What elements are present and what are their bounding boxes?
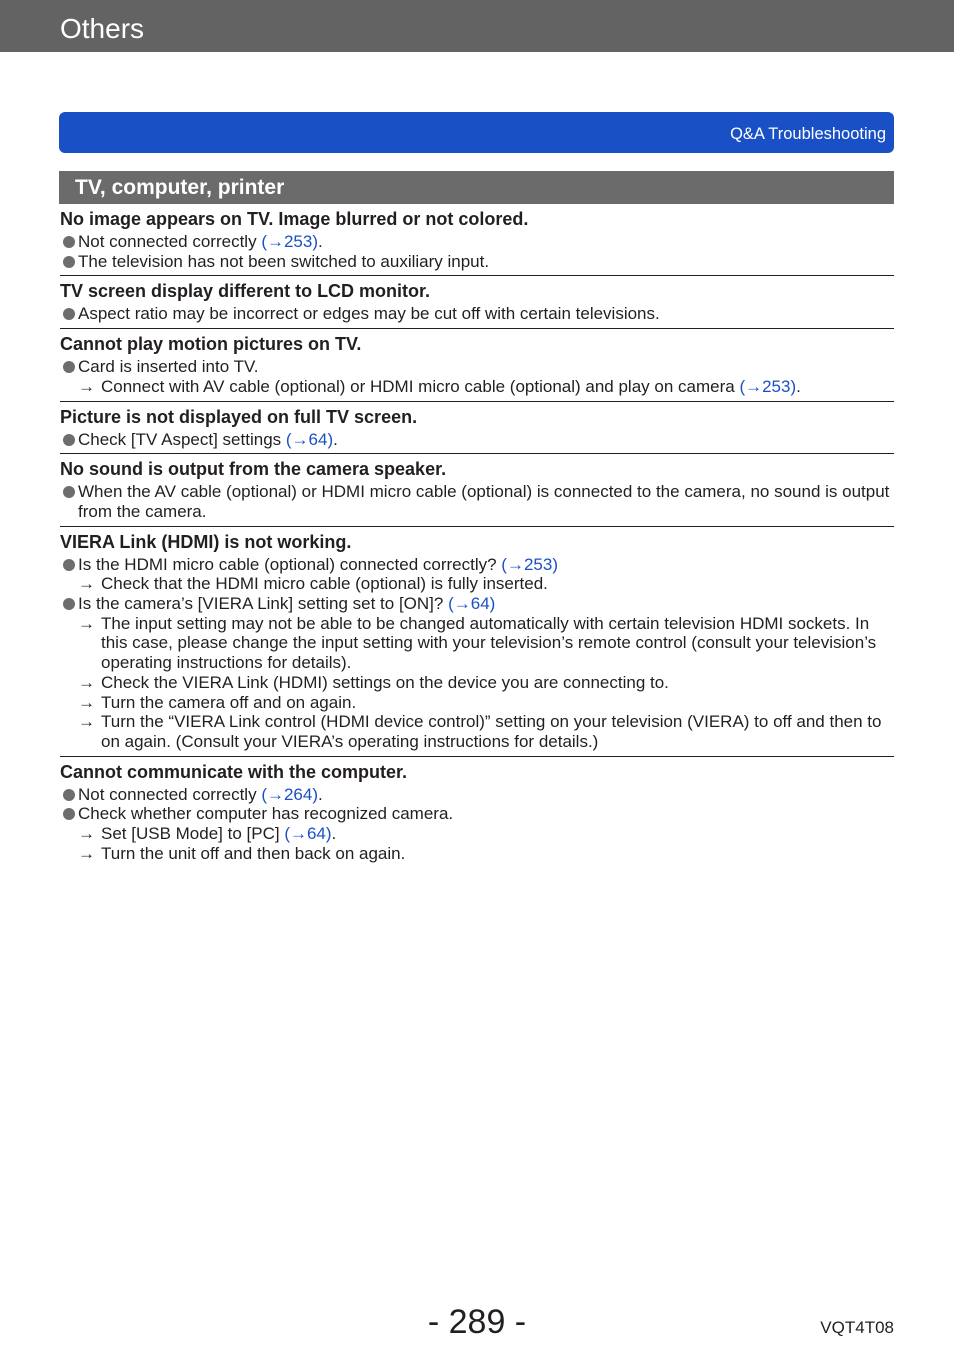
qa-block bbox=[60, 457, 894, 526]
arrow-icon: → bbox=[78, 692, 95, 712]
question-heading: TV screen display different to LCD monitor. bbox=[60, 281, 431, 302]
bullet-item bbox=[60, 594, 894, 614]
item-text: The input setting may not be able to be changed automatically with certain television HDMI sockets. In this case, please change the input setting with your television’s remote control (consult your television’s operating instructions for details). bbox=[101, 613, 877, 673]
page-reference-link[interactable]: (→264) bbox=[261, 784, 318, 804]
bullet-item bbox=[60, 555, 894, 575]
arrow-step bbox=[60, 614, 894, 673]
arrow-step bbox=[60, 574, 894, 594]
page-category-title: Others bbox=[60, 13, 145, 44]
item-text: Is the camera’s [VIERA Link] setting set to [ON]? bbox=[78, 594, 449, 614]
page-reference-link[interactable]: (→64) bbox=[285, 429, 334, 449]
item-text: Check that the HDMI micro cable (optional) is fully inserted. bbox=[101, 574, 548, 594]
item-punctuation: . bbox=[331, 824, 337, 844]
page-reference-link[interactable]: (→253) bbox=[501, 554, 558, 574]
arrow-step bbox=[60, 693, 894, 713]
qa-block bbox=[60, 530, 894, 757]
item-text: Set [USB Mode] to [PC] bbox=[101, 824, 285, 844]
page-reference-link[interactable]: (→253) bbox=[261, 232, 318, 251]
qa-content bbox=[60, 204, 894, 867]
item-text: Turn the “VIERA Link control (HDMI device control)” setting on your television (VIERA) to off and then to on again. (Consult your VIERA’s operating instructions for details.) bbox=[101, 712, 882, 751]
bullet-item bbox=[60, 785, 894, 805]
qa-block bbox=[60, 760, 894, 868]
bullet-dot-icon bbox=[63, 236, 75, 248]
bullet-item bbox=[60, 482, 894, 521]
question-heading: VIERA Link (HDMI) is not working. bbox=[60, 531, 352, 552]
bullet-dot-icon bbox=[63, 789, 75, 801]
item-text: The television has not been switched to auxiliary input. bbox=[78, 251, 490, 271]
bullet-item bbox=[60, 430, 894, 450]
item-text: Aspect ratio may be incorrect or edges may be cut off with certain televisions. bbox=[78, 304, 660, 324]
qa-block bbox=[60, 279, 894, 329]
bullet-dot-icon bbox=[63, 256, 75, 268]
bullet-dot-icon bbox=[63, 361, 75, 373]
bullet-item bbox=[60, 357, 894, 377]
arrow-icon: → bbox=[78, 843, 95, 863]
bullet-dot-icon bbox=[63, 598, 75, 610]
arrow-step bbox=[60, 824, 894, 844]
arrow-icon: → bbox=[78, 574, 95, 594]
qa-block bbox=[60, 332, 894, 401]
section-header bbox=[59, 171, 894, 204]
bullet-dot-icon bbox=[63, 308, 75, 320]
arrow-icon: → bbox=[78, 824, 95, 844]
qa-block bbox=[60, 405, 894, 455]
arrow-icon: → bbox=[78, 712, 95, 732]
bullet-item bbox=[60, 304, 894, 324]
page-number: - 289 - bbox=[427, 1303, 527, 1341]
page-reference-link[interactable]: (→64) bbox=[284, 824, 332, 844]
bullet-item bbox=[60, 232, 894, 252]
item-text: Not connected correctly bbox=[78, 232, 262, 251]
question-heading: No image appears on TV. Image blurred or not colored. bbox=[60, 209, 529, 229]
item-text: Card is inserted into TV. bbox=[78, 357, 259, 377]
qa-block bbox=[60, 207, 894, 276]
page-reference-link[interactable]: (→253) bbox=[739, 376, 797, 396]
breadcrumb: Q&A Troubleshooting bbox=[730, 125, 886, 143]
section-title: TV, computer, printer bbox=[75, 176, 285, 199]
bullet-dot-icon bbox=[63, 486, 75, 498]
item-text: Is the HDMI micro cable (optional) connected correctly? bbox=[78, 554, 502, 574]
item-punctuation: . bbox=[796, 376, 801, 396]
arrow-icon: → bbox=[78, 613, 95, 633]
page-reference-link[interactable]: (→64) bbox=[448, 594, 496, 614]
item-text: Check whether computer has recognized camera. bbox=[78, 804, 454, 824]
question-heading: No sound is output from the camera speaker. bbox=[60, 459, 447, 480]
document-code: VQT4T08 bbox=[820, 1318, 894, 1337]
chapter-banner bbox=[59, 112, 894, 153]
bullet-dot-icon bbox=[63, 808, 75, 820]
arrow-step bbox=[60, 673, 894, 693]
item-text: Turn the unit off and then back on again. bbox=[101, 843, 406, 863]
item-text: Turn the camera off and on again. bbox=[101, 692, 357, 712]
bullet-item bbox=[60, 804, 894, 824]
bullet-item bbox=[60, 252, 894, 272]
item-text: Connect with AV cable (optional) or HDMI micro cable (optional) and play on camera bbox=[101, 376, 740, 396]
item-text: Not connected correctly bbox=[78, 784, 262, 804]
item-text: Check the VIERA Link (HDMI) settings on the device you are connecting to. bbox=[101, 672, 669, 692]
item-punctuation: . bbox=[318, 232, 323, 251]
arrow-step bbox=[60, 712, 894, 751]
item-text: When the AV cable (optional) or HDMI micro cable (optional) is connected to the camera, no sound is output from the camera. bbox=[78, 482, 890, 521]
bullet-dot-icon bbox=[63, 434, 75, 446]
arrow-step bbox=[60, 844, 894, 864]
item-punctuation: . bbox=[318, 784, 323, 804]
item-text: Check [TV Aspect] settings bbox=[78, 429, 286, 449]
question-heading: Picture is not displayed on full TV screen. bbox=[60, 406, 418, 427]
item-punctuation: . bbox=[333, 429, 338, 449]
question-heading: Cannot communicate with the computer. bbox=[60, 761, 408, 782]
arrow-icon: → bbox=[78, 376, 95, 396]
bullet-dot-icon bbox=[63, 559, 75, 571]
arrow-icon: → bbox=[78, 672, 95, 692]
top-bar bbox=[0, 0, 954, 52]
arrow-step bbox=[60, 377, 894, 397]
question-heading: Cannot play motion pictures on TV. bbox=[60, 334, 362, 355]
